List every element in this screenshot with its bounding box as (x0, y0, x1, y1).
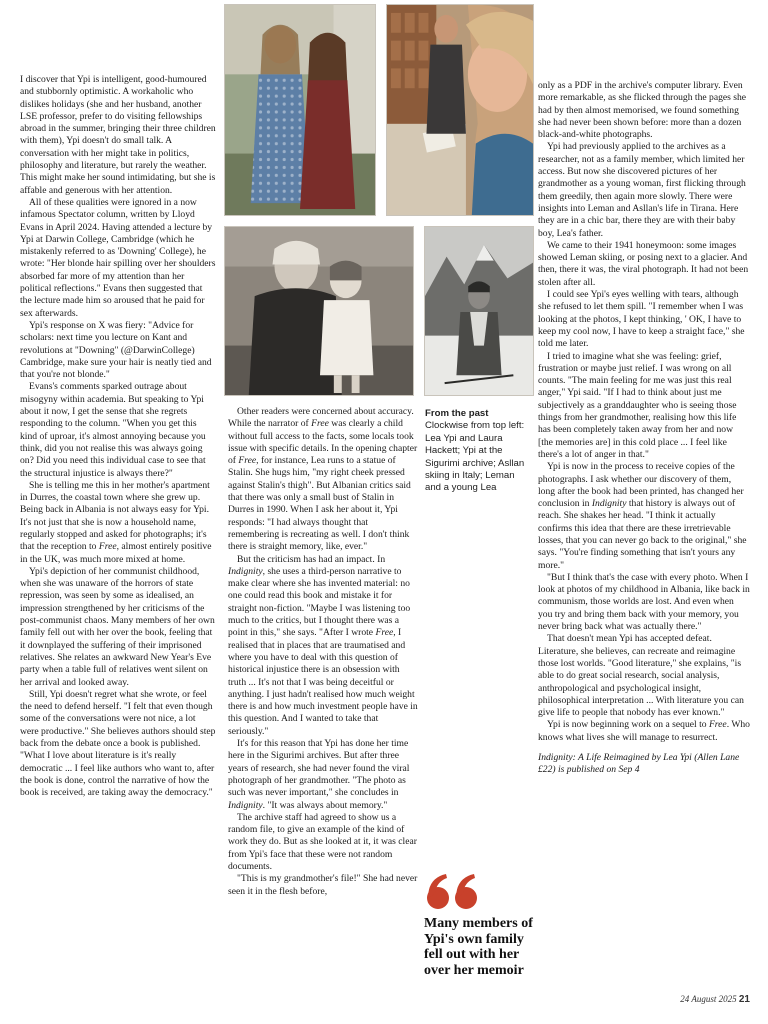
paragraph (228, 738, 420, 812)
caption-heading: From the past (425, 408, 489, 419)
text-run: was clearly a child without full access to the facts, some locals took issue with specific details. In the opening chapter of (228, 418, 418, 467)
paragraph: Still, Ypi doesn't regret what she wrote, or feel the need to defend herself. "I felt that even though some of the conversations were not nice, a lot were productive." She believes authors should step back from the debate once a book is published. "What I love about literature is it's really democratic ... I feel like authors who want to, after the book is done, control the narrative of how the book is received, are taking away the democracy." (20, 688, 216, 799)
article-column-2 (228, 406, 420, 898)
text-run: , almost entirely positive in the UK, was much more mixed at home. (20, 541, 212, 565)
paragraph: Ypi had previously applied to the archives as a researcher, not as a family member, which limited her access. But now she discovered pictures of her grandmother as a young woman, first flicking through them greedily, then again more slowly. There were insights into Leman and Asllan's life in Tirana. Here they are in a chic bar, there they are with their baby boy, Lea's father. (538, 141, 746, 239)
photo-two-women-image (225, 5, 375, 215)
book-title: Indignity (228, 565, 263, 577)
caption-body: Clockwise from top left: Lea Ypi and Laura Hackett; Ypi at the Sigurimi archive; Asllan skiing in Italy; Leman and a young Lea (425, 420, 525, 494)
photo-grandmother-image (225, 227, 413, 395)
paragraph (538, 461, 750, 572)
paragraph: I could see Ypi's eyes welling with tears, although she refused to let them spill. "I remember when I was looking at the photos, I kept thinking, ' OK, I have to keep my cool now, I have to keep a straight face," she told me later. (538, 289, 745, 350)
paragraph: Evans's comments sparked outrage about misogyny within academia. But speaking to Ypi about it now, I get the sense that she regrets responding to the column. "When you get this kind of uproar, it's almost annoying because you think, did you not realise this was always going on? Did you need this individual case to see that the structural injustice is always there?" (20, 381, 206, 479)
pull-quote: Many members of Ypi's own family fell out with her over her memoir (424, 916, 533, 978)
photo-caption (425, 408, 533, 495)
text-run: , I realised that in places that are traumatised and where you have to deal with this question of historical injustice there is an obsession with truth ... It's not that I was being deceitful or anything. I just hadn't realised how much weight there is and how much investment people have in this question. And I wanted to take that seriously." (228, 627, 418, 737)
paragraph: only as a PDF in the archive's computer library. Even more remarkable, as she flicked through the pages she had by then almost memorised, we found something she had never been shown before: more than a dozen black-and-white photographs. (538, 80, 747, 141)
text-run: It's for this reason that Ypi has done her time here in the Sigurimi archives. But after three years of research, she had never found the viral photograph of her grandmother. "The photo as such was never important," she concludes in (228, 738, 410, 799)
book-title: Free (238, 455, 257, 467)
book-title: Free (311, 418, 329, 430)
issue-date: 24 August 2025 (680, 994, 737, 1004)
article-column-4 (538, 80, 750, 777)
photo-skier-image (425, 227, 533, 395)
paragraph: I discover that Ypi is intelligent, good-humoured and stubbornly optimistic. A workaholic who dislikes holidays (she and her husband, another LSE professor, prefer to do visiting fellowships abroad in the summer, bringing their three children with them), Ypi doesn't do small talk. A conversation with her might take in politics, philosophy and literature, but rarely the weather. This might make her sound intimidating, but she is affable and generous with her attention. (20, 74, 216, 196)
paragraph (538, 719, 750, 744)
text-run: Other readers were concerned about accuracy. While the narrator of (228, 406, 414, 430)
text-run: , she uses a third-person narrative to make clear where she has invented material: no one could read this book and mistake it for straight non-fiction. "Maybe I was listening too much to the critics, but I thought there was a point in this," she says. "After I wrote (228, 565, 411, 639)
paragraph (228, 554, 420, 738)
paragraph (20, 480, 216, 566)
quote-mark-icon (424, 872, 484, 912)
article-column-1 (20, 74, 216, 800)
page-footer (680, 994, 750, 1005)
paragraph: "This is my grandmother's file!" She had never seen it in the flesh before, (228, 873, 418, 897)
photo-archive-image (387, 5, 533, 215)
text-run: that history is always out of reach. She shakes her head. "I think it actually confirms this idea that there are these irretrievable losses, that you can never go back to the original," she says. "You're finding something that isn't yours any more." (538, 498, 747, 571)
page-number: 21 (738, 994, 750, 1005)
photo-ypi-at-sigurimi-archive (386, 4, 534, 216)
photo-asllan-skiing (424, 226, 534, 396)
paragraph: We came to their 1941 honeymoon: some images showed Leman skiing, or posing next to a glacier. And then, there it was, the viral photograph. It had not been stolen after all. (538, 239, 749, 288)
book-title: Indignity (591, 498, 627, 510)
book-title: Indignity (228, 799, 263, 811)
text-run: . Who knows what lives she will manage to resurrect. (538, 719, 750, 743)
paragraph: That doesn't mean Ypi has accepted defeat. Literature, she believes, can recreate and reimagine those lost worlds. "Good literature," she explains, "is able to do great social research, social analysis, anthropological and psychological insight, philosophical interpretation ... With literature you can give life to people that nobody has ever known." (538, 633, 744, 719)
book-credit: Indignity: A Life Reimagined by Lea Ypi (Allen Lane £22) is published on Sep 4 (538, 752, 740, 776)
text-run: She is telling me this in her mother's apartment in Durres, the coastal town where she grew up. Being back in Albania is not always easy for Ypi. It's not just that she is now a household name, regularly stopped and asked for photographs; it's that the reception to (20, 479, 210, 553)
photo-leman-and-young-lea (224, 226, 414, 396)
text-run: , for instance, Lea runs to a statue of Stalin. She hugs him, "my right cheek pressed against Stalin's thigh". But Albanian critics said that there was only a small bust of Stalin in Durres in 1990. When I ask her about it, Ypi responds: "I had always thought that remembering is recreating as well. I don't think there is straight memory, like, ever." (228, 455, 411, 553)
text-run: Ypi is now in the process to receive copies of the photographs. I ask whether our discovery of them, long after the book had been printed, has changed her conclusion in (538, 461, 744, 510)
paragraph: Ypi's response on X was fiery: "Advice for scholars: next time you lecture on Kant and revolutions at "Downing" (@DarwinCollege) Cambridge, make sure your hair is neatly tied and that you're not blonde." (20, 319, 212, 381)
book-title: Free (708, 719, 727, 731)
text-run: But the criticism has had an impact. In (237, 553, 386, 565)
text-run: . "It was always about memory." (262, 799, 388, 811)
book-title: Free (98, 541, 117, 553)
paragraph: The archive staff had agreed to show us a random file, to give an example of the kind of work they do. But as she looked at it, it was clear from Ypi's face that these were not random documents. (228, 811, 417, 872)
photo-lea-ypi-and-laura-hackett (224, 4, 376, 216)
paragraph: Ypi's depiction of her communist childhood, when she was unaware of the horrors of state repression, was seen by some as idealised, an impression strengthened by her criticisms of the post-communist chaos. Many members of her own family fell out with her over the book, feeling that it downplayed the suffering of their imprisoned relatives. She relates an awkward New Year's Eve party when a table full of relatives went silent on her arrival and looked away. (20, 565, 215, 688)
paragraph: I tried to imagine what she was feeling: grief, frustration or maybe just relief. I was wrong on all counts. "The main feeling for me was just this real anger," Ypi said. "If I had to think about just me subjectively as a granddaughter who is seeing those things from her grandmother, realising how this life has been completely taken away from her and now [the memories are] in this cold place ... I feel like there's a lot of anger in that." (538, 350, 737, 460)
paragraph (228, 406, 420, 554)
text-run: Ypi is now beginning work on a sequel to (547, 719, 709, 731)
paragraph: "But I think that's the case with every photo. When I look at photos of my childhood in Albania, like back in communism, those worlds are lost. And even when you try and bring them back with your memory, you never bring back what was actually there." (538, 571, 750, 633)
book-title: Free (375, 627, 394, 639)
paragraph: All of these qualities were ignored in a now infamous Spectator column, written by Lloyd Evans in April 2024. Having attended a lecture by Ypi at Darwin College, Cambridge (which he mistakenly referred to as 'Downing' College), he wrote: "Her blonde hair spilling over her shoulders absorbed far more of my attention than her political reflections." Evans then suggested that the lecture made him so aroused that he paid for sex afterwards. (20, 196, 216, 319)
